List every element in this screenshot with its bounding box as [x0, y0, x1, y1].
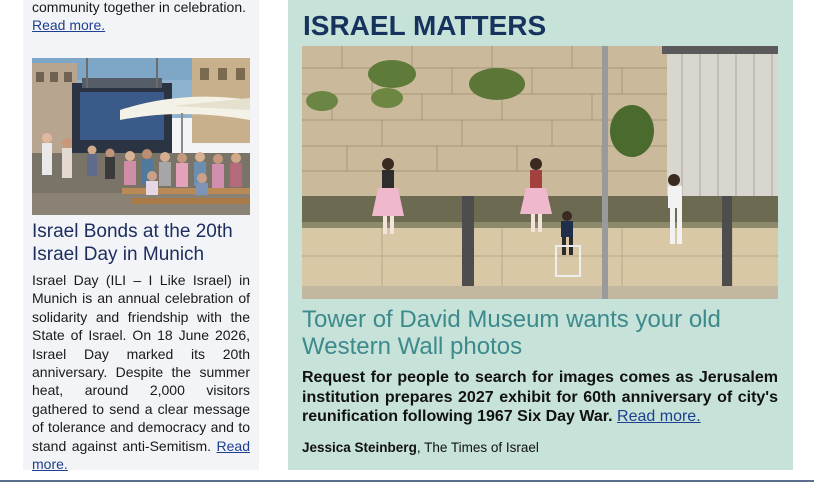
left-column [23, 0, 259, 473]
western-wall-image [302, 46, 778, 299]
munich-article-headline[interactable] [32, 220, 254, 266]
munich-article-text: Israel Day (ILI – I Like Israel) in Munich is an annual celebration of solidarity and friendship with the State of Israel. On 18 June 2026, Israel Day marked its 20th anniversary. Despite the summer heat, around 2,000 visitors gathered to send a clear message of tolerance and democracy and to stand against anti-Semitism. [32, 272, 250, 454]
munich-read-more-link[interactable]: Read more. [32, 437, 250, 473]
section-title: ISRAEL MATTERS [303, 10, 547, 41]
israel-matters-section [288, 0, 793, 470]
western-wall-photo[interactable] [302, 46, 778, 299]
previous-article-read-more-link[interactable]: Read more. [32, 17, 106, 33]
western-wall-dek-text: Request for people to search for images comes as Jerusalem institution prepares 2027 exhibit for 60th anniversary of city's reunification following 1967 Six Day War. [302, 369, 778, 425]
bottom-divider [0, 480, 814, 482]
previous-article-text: community together in celebration. [32, 0, 246, 15]
munich-headline-line2: Israel Day in Munich [32, 244, 205, 265]
munich-crowd-image [32, 58, 250, 215]
munich-israel-day-photo[interactable] [32, 58, 250, 215]
western-wall-read-more-link[interactable]: Read more. [617, 408, 701, 425]
western-wall-byline [302, 439, 778, 457]
western-wall-article-headline[interactable] [302, 306, 782, 360]
western-wall-headline-line2: Western Wall photos [302, 333, 523, 360]
munich-article-body [32, 271, 250, 473]
previous-article-tail [32, 0, 252, 34]
western-wall-article-dek [302, 368, 778, 427]
byline-outlet: , The Times of Israel [416, 440, 539, 455]
byline-author: Jessica Steinberg [302, 440, 417, 455]
western-wall-headline-line1: Tower of David Museum wants your old [302, 306, 721, 333]
munich-headline-line1: Israel Bonds at the 20th [32, 221, 233, 242]
